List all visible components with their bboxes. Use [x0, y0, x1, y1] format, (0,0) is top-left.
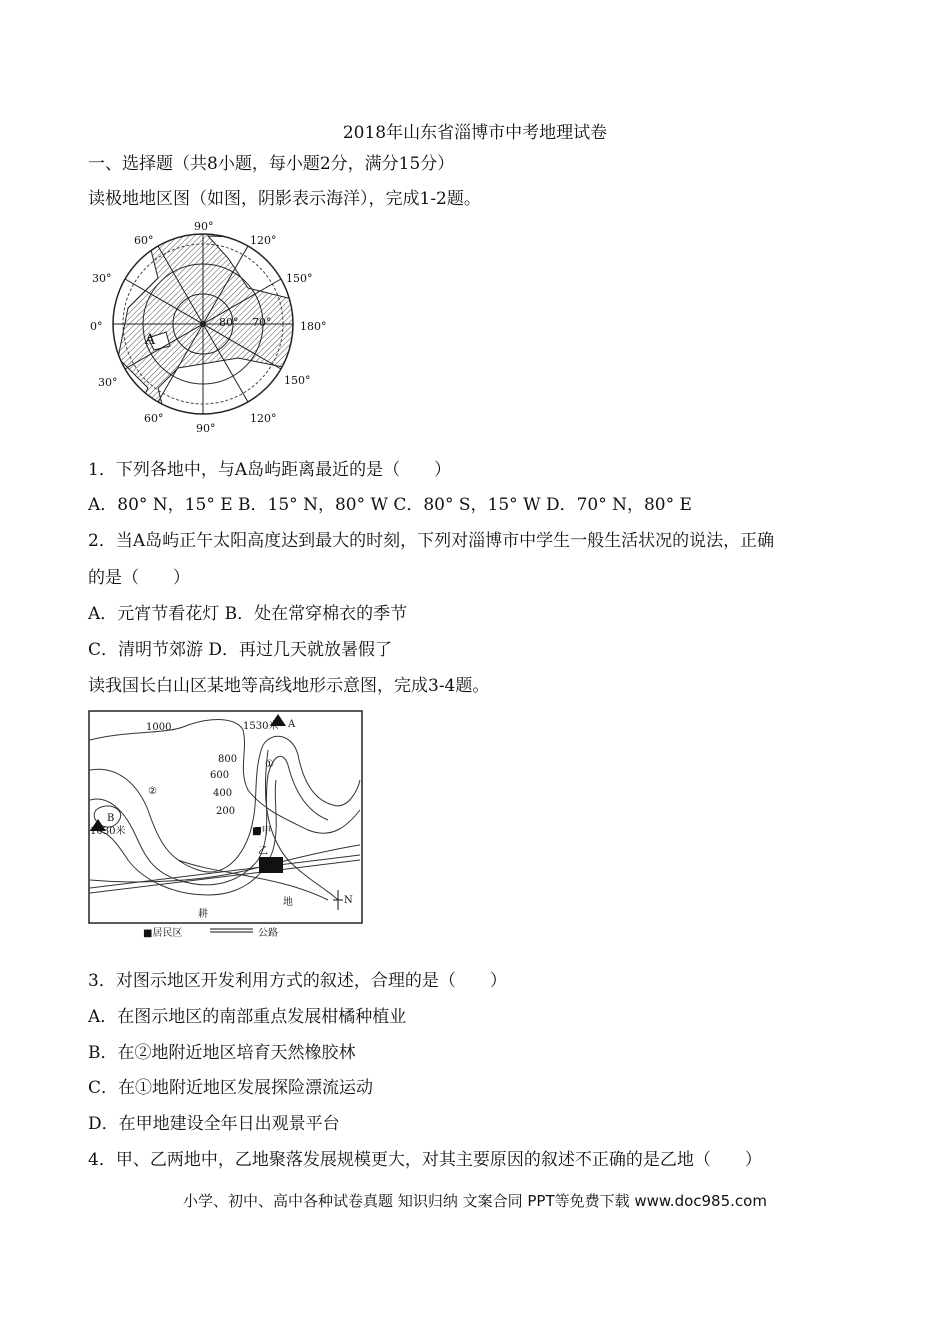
- question-2-options-ab: A．元宵节看花灯 B．处在常穿棉衣的季节: [88, 604, 408, 624]
- lon-label: 120°: [250, 412, 277, 425]
- peak-b-letter: B: [107, 813, 115, 824]
- field-label: 耕: [198, 909, 208, 920]
- lon-label: 150°: [286, 272, 313, 285]
- lon-label: 30°: [98, 376, 118, 389]
- contour-map: [88, 710, 363, 940]
- intro-text: 读我国长白山区某地等高线地形示意图，完成3-4题。: [88, 676, 490, 696]
- island-label: A: [145, 332, 156, 348]
- question-1-options: A．80° N，15° E B．15° N，80° W C．80° S，15° W D．70° N，80° E: [88, 495, 692, 515]
- question-3: 3．对图示地区开发利用方式的叙述，合理的是（ ）: [88, 971, 507, 991]
- lon-label: 30°: [92, 272, 112, 285]
- yi-label: 乙: [258, 846, 268, 857]
- lon-label: 120°: [250, 234, 277, 247]
- lon-label: 0°: [90, 320, 103, 333]
- lon-label: 90°: [196, 422, 216, 435]
- peak-b-label: 1030米: [90, 826, 126, 837]
- intro-text: 读极地地区图（如图，阴影表示海洋），完成1-2题。: [88, 189, 481, 209]
- lon-label: 180°: [300, 320, 327, 333]
- question-3-option-d: D．在甲地建设全年日出观景平台: [88, 1114, 340, 1134]
- point-1-label: ①: [265, 759, 274, 770]
- contour-label: 200: [216, 806, 236, 817]
- question-2-cont: 的是（ ）: [88, 568, 190, 588]
- lat-label: 70°: [252, 316, 272, 329]
- peak-a-letter: A: [288, 719, 296, 730]
- lat-label: 80°: [219, 316, 239, 329]
- lon-label: 60°: [144, 412, 164, 425]
- peak-a-label: 1530米: [243, 721, 279, 732]
- contour-label: 600: [210, 770, 230, 781]
- question-2: 2．当A岛屿正午太阳高度达到最大的时刻，下列对淄博市中学生一般生活状况的说法，正确: [88, 531, 775, 551]
- contour-label: 800: [218, 754, 238, 765]
- contour-label: 400: [213, 788, 233, 799]
- contour-label: 1000: [146, 722, 172, 733]
- field-label: 地: [283, 897, 293, 908]
- question-3-option-a: A．在图示地区的南部重点发展柑橘种植业: [88, 1007, 407, 1027]
- question-4: 4．甲、乙两地中，乙地聚落发展规模更大，对其主要原因的叙述不正确的是乙地（ ）: [88, 1150, 762, 1170]
- jia-label: ■甲: [252, 826, 272, 837]
- question-3-option-b: B．在②地附近地区培育天然橡胶林: [88, 1043, 356, 1063]
- legend-residential: ■居民区: [143, 928, 183, 939]
- legend-road: 公路: [258, 928, 278, 939]
- lon-label: 90°: [194, 220, 214, 233]
- page-footer: 小学、初中、高中各种试卷真题 知识归纳 文案合同 PPT等免费下载 www.doc985.com: [183, 1192, 767, 1210]
- lon-label: 60°: [134, 234, 154, 247]
- question-1: 1．下列各地中，与A岛屿距离最近的是（ ）: [88, 460, 452, 480]
- north-label: N: [344, 895, 353, 906]
- exam-title: 2018年山东省淄博市中考地理试卷: [342, 123, 608, 143]
- point-2-label: ②: [148, 786, 157, 797]
- question-3-option-c: C．在①地附近地区发展探险漂流运动: [88, 1078, 374, 1098]
- question-2-options-cd: C．清明节郊游 D．再过几天就放暑假了: [88, 640, 393, 660]
- section-heading: 一、选择题（共8小题，每小题2分，满分15分）: [88, 154, 455, 174]
- polar-map: [88, 218, 333, 436]
- lon-label: 150°: [284, 374, 311, 387]
